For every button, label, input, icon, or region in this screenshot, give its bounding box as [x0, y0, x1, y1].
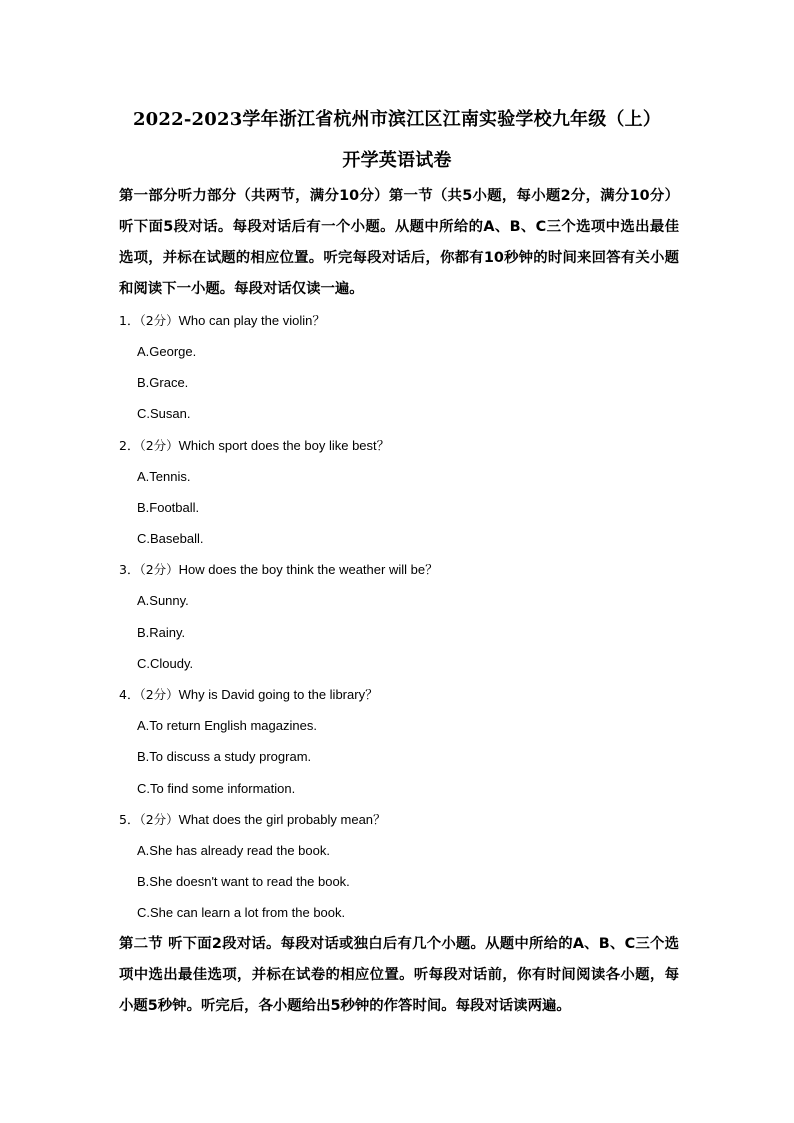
question-number: 2．（2分） [119, 438, 179, 453]
section2-instructions: 第二节 听下面2段对话。每段对话或独白后有几个小题。从题中所给的A、B、C三个选项中选出最佳选项，并标在试卷的相应位置。听每段对话前，你有时间阅读各小题，每小题5秒钟。听完后，各小题给出5秒钟的作答时间。每段对话读两遍。 [119, 936, 679, 1014]
question-text: Which sport does the boy like best？ [178, 438, 390, 453]
question-2-option-a: A.Tennis. [137, 469, 191, 484]
question-3-option-b: B.Rainy. [137, 625, 186, 640]
question-text: What does the girl probably mean？ [178, 812, 387, 827]
exam-title-line1: 2022-2023学年浙江省杭州市滨江区江南实验学校九年级（上） [132, 109, 662, 130]
question-4-option-b: B.To discuss a study program. [137, 749, 312, 764]
question-text: Who can play the violin？ [178, 313, 326, 328]
question-number: 1．（2分） [119, 313, 179, 328]
question-4-option-c: C.To find some information. [137, 781, 296, 796]
question-number: 4．（2分） [119, 687, 179, 702]
question-5-option-b: B.She doesn't want to read the book. [137, 874, 350, 889]
question-1-option-a: A.George. [137, 344, 197, 359]
question-2 [119, 437, 390, 455]
question-1 [119, 312, 325, 330]
question-3-option-a: A.Sunny. [137, 593, 189, 608]
question-2-option-c: C.Baseball. [137, 531, 204, 546]
question-1-option-b: B.Grace. [137, 375, 189, 390]
question-number: 3．（2分） [119, 562, 179, 577]
question-5-option-a: A.She has already read the book. [137, 843, 330, 858]
question-1-option-c: C.Susan. [137, 406, 191, 421]
question-text: How does the boy think the weather will be？ [178, 562, 439, 577]
question-2-option-b: B.Football. [137, 500, 200, 515]
section1-instructions: 第一部分听力部分（共两节，满分10分）第一节（共5小题，每小题2分，满分10分）听下面5段对话。每段对话后有一个小题。从题中所给的A、B、C三个选项中选出最佳选项，并标在试题的相应位置。听完每段对话后，你都有10秒钟的时间来回答有关小题和阅读下一小题。每段对话仅读一遍。 [119, 188, 679, 297]
question-3 [119, 561, 438, 579]
question-text: Why is David going to the library？ [178, 687, 379, 702]
exam-title-line2: 开学英语试卷 [342, 150, 452, 171]
question-3-option-c: C.Cloudy. [137, 656, 194, 671]
question-5 [119, 811, 386, 829]
question-4-option-a: A.To return English magazines. [137, 718, 317, 733]
question-5-option-c: C.She can learn a lot from the book. [137, 905, 346, 920]
question-number: 5．（2分） [119, 812, 179, 827]
question-4 [119, 686, 378, 704]
